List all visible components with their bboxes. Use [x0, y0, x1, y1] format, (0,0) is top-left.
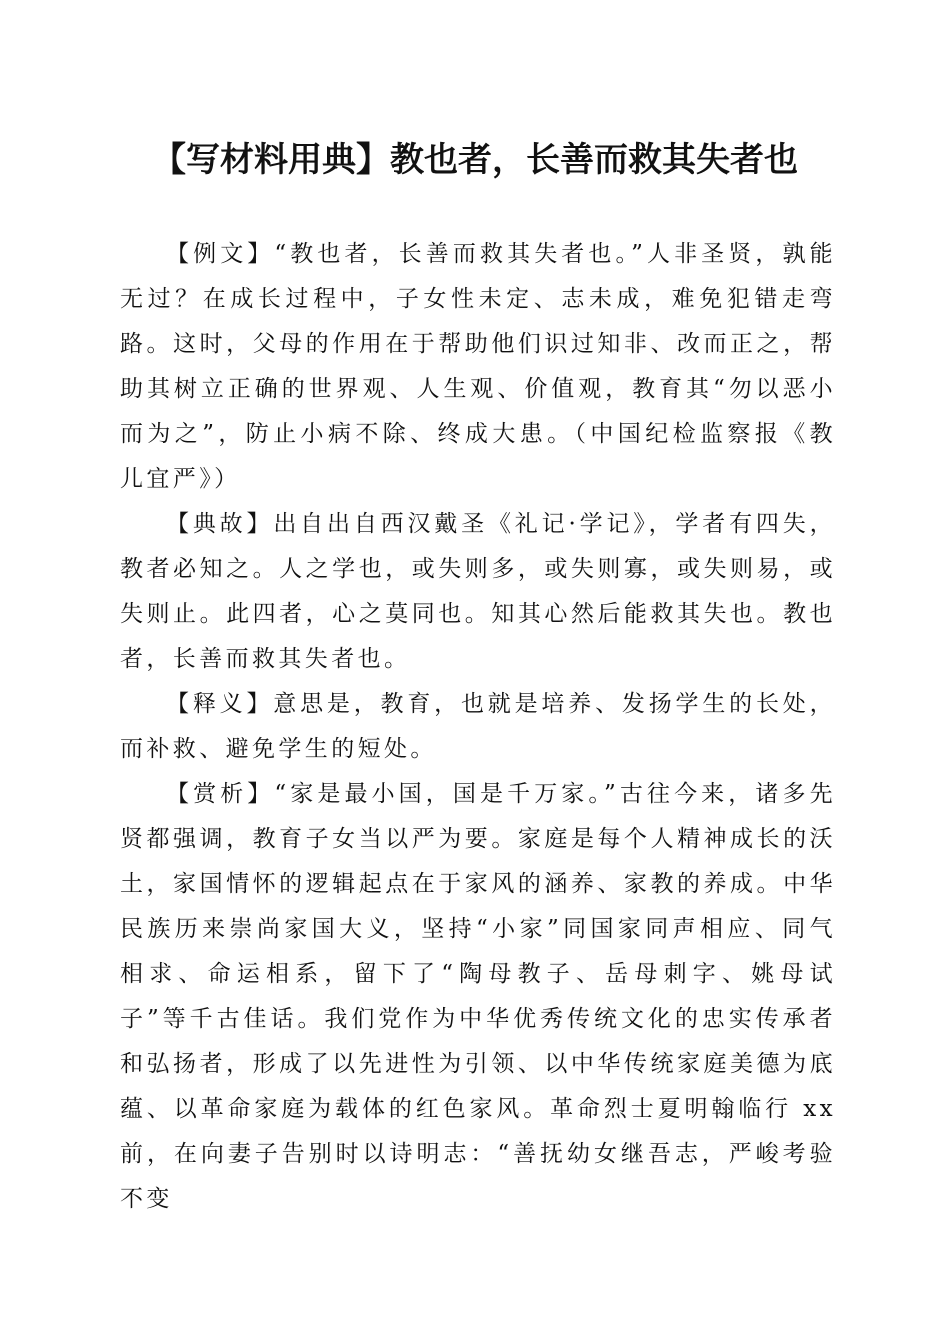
paragraph-meaning: 【释义】意思是，教育，也就是培养、发扬学生的长处，而补救、避免学生的短处。 — [120, 691, 836, 762]
paragraph-appreciation: 【赏析】“家是最小国，国是千万家。”古往今来，诸多先贤都强调，教育子女当以严为要。家庭是每个人精神成长的沃土，家国情怀的逻辑起点在于家风的涵养、家教的养成。中华民族历来崇尚家国大义，坚持“小家”同国家同声相应、同气相求、命运相系，留下了“陶母教子、岳母刺字、姚母试子”等千古佳话。我们党作为中华优秀传统文化的忠实传承者和弘扬者，形成了以先进性为引领、以中华传统家庭美德为底蕴、以革命家庭为载体的红色家风。革命烈士夏明翰临行 xx 前，在向妻子告别时以诗明志：“善抚幼女继吾志，严峻考验不变 — [120, 781, 836, 1212]
document-title: 【写材料用典】教也者，长善而救其失者也 — [152, 140, 798, 180]
document-body — [120, 232, 836, 1222]
paragraph-example: 【例文】“教也者，长善而救其失者也。”人非圣贤，孰能无过？在成长过程中，子女性未定、志未成，难免犯错走弯路。这时，父母的作用在于帮助他们识过知非、改而正之，帮助其树立正确的世界观、人生观、价值观，教育其“勿以恶小而为之”，防止小病不除、终成大患。（中国纪检监察报《教儿宜严》） — [120, 241, 836, 492]
paragraph-allusion: 【典故】出自出自西汉戴圣《礼记·学记》，学者有四失，教者必知之。人之学也，或失则多，或失则寡，或失则易，或失则止。此四者，心之莫同也。知其心然后能救其失也。教也者，长善而救其失者也。 — [120, 511, 836, 672]
